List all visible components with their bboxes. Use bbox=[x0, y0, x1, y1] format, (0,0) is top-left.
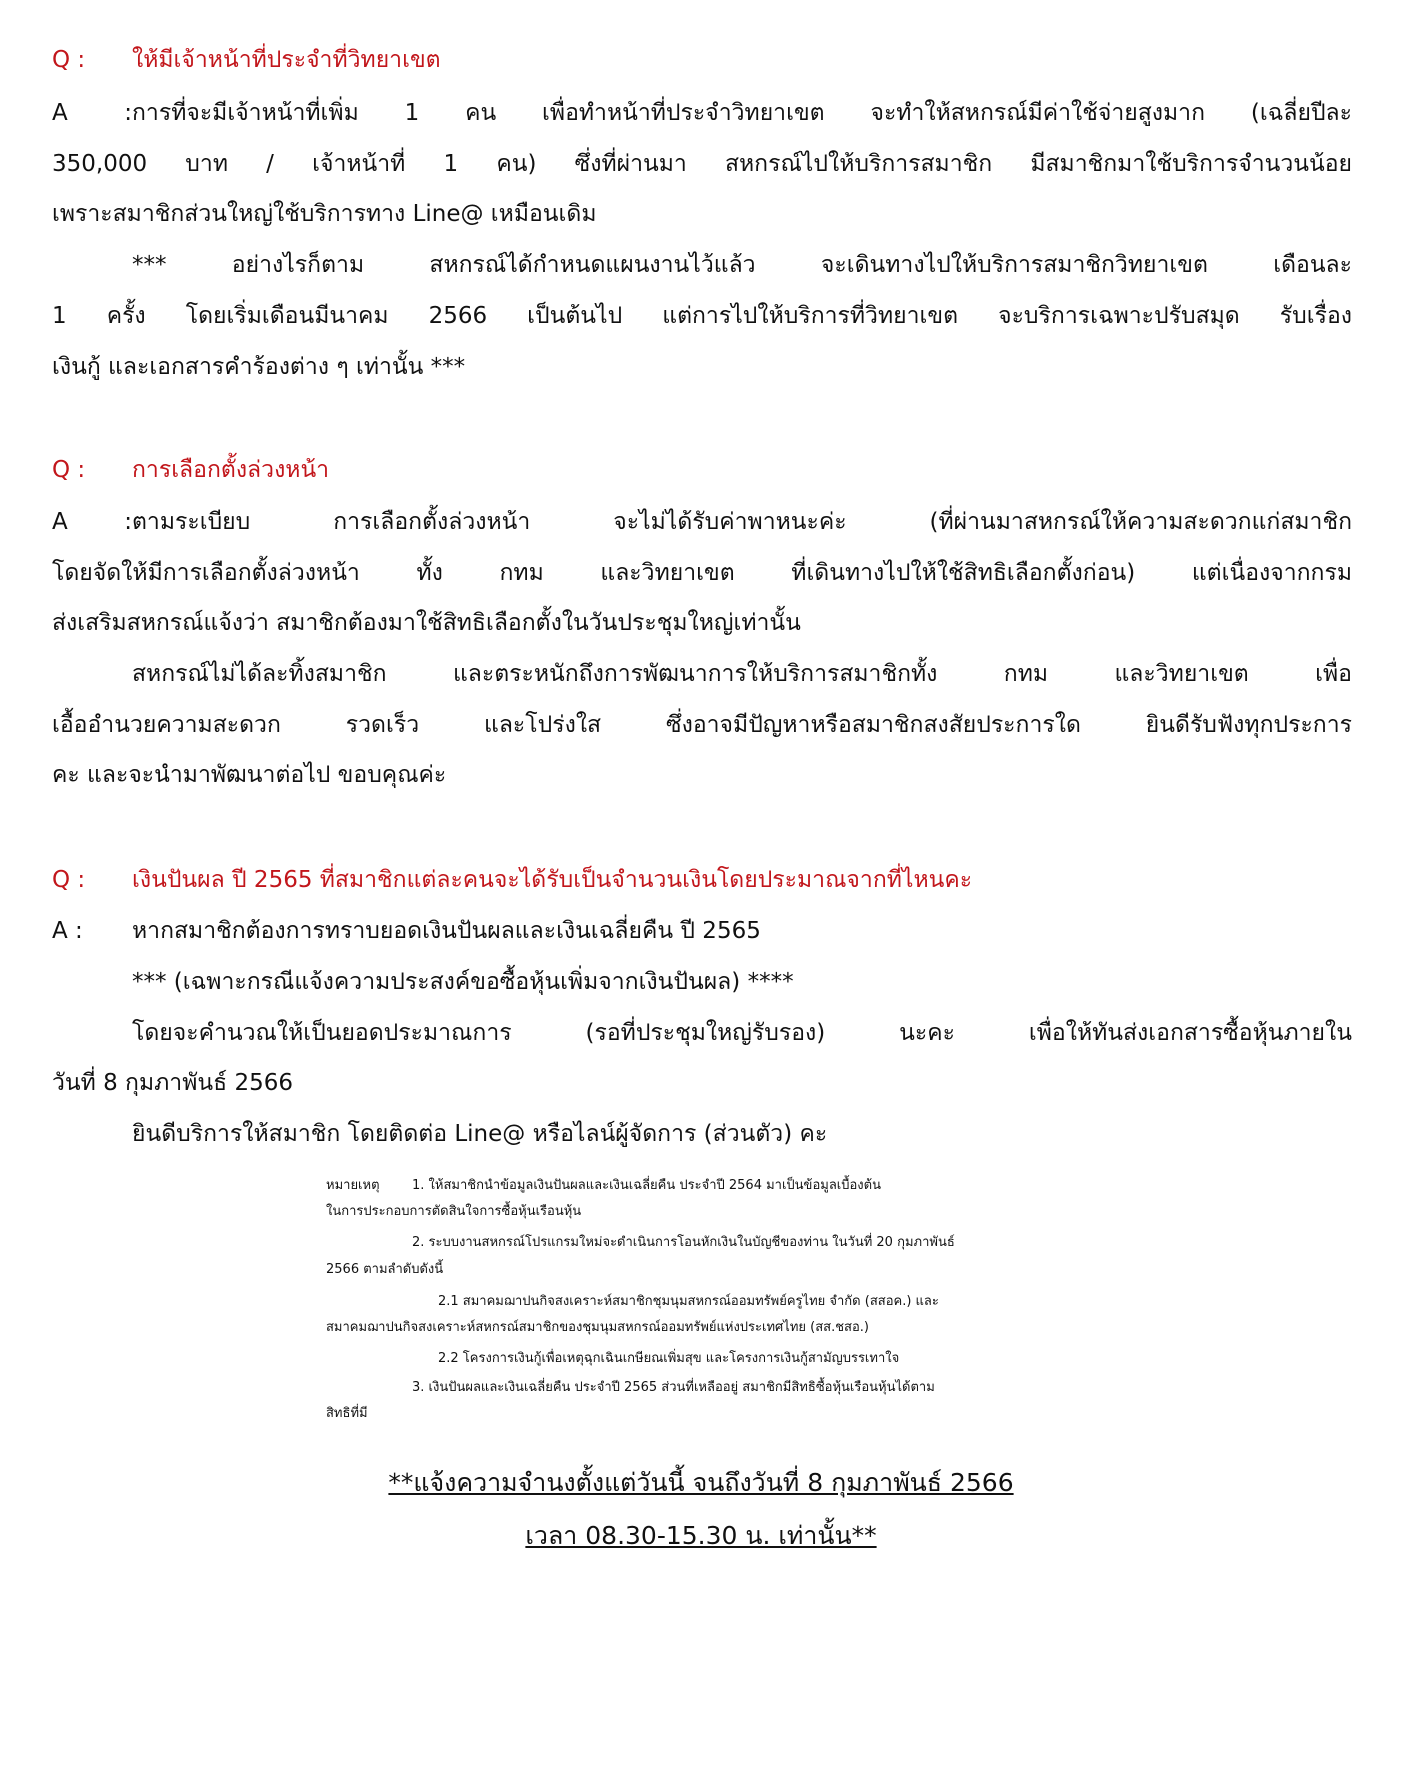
note-line-2: ในการประกอบการตัดสินใจการซื้อหุ้นเรือนหุ้น bbox=[326, 1204, 582, 1219]
note-label: หมายเหตุ bbox=[326, 1178, 380, 1193]
answer-3-text-1: หากสมาชิกต้องการทราบยอดเงินปันผลและเงินเฉลี่ยคืน ปี 2565 bbox=[132, 918, 761, 944]
answer-1-line-4: *** อย่างไรก็ตาม สหกรณ์ได้กำหนดแผนงานไว้แล้ว จะเดินทางไปให้บริการสมาชิกวิทยาเขต เดือนละ bbox=[132, 252, 1352, 278]
note-line-9: สิทธิที่มี bbox=[326, 1406, 368, 1421]
answer-1-line-6: เงินกู้ และเอกสารคำร้องต่าง ๆ เท่านั้น *** bbox=[52, 354, 466, 380]
note-text-1: 1. ให้สมาชิกนำข้อมูลเงินปันผลและเงินเฉลี่ยคืน ประจำปี 2564 มาเป็นข้อมูลเบื้องต้น bbox=[412, 1178, 881, 1193]
answer-3-line-1 bbox=[52, 916, 761, 946]
answer-2-line-5: เอื้ออำนวยความสะดวก รวดเร็ว และโปร่งใส ซึ่งอาจมีปัญหาหรือสมาชิกสงสัยประการใด ยินดีรับฟังทุกประการ bbox=[52, 712, 1352, 738]
question-1-text: ให้มีเจ้าหน้าที่ประจำที่วิทยาเขต bbox=[132, 47, 441, 73]
note-line-3: 2. ระบบงานสหกรณ์โปรแกรมใหม่จะดำเนินการโอนหักเงินในบัญชีของท่าน ในวันที่ 20 กุมภาพันธ์ bbox=[412, 1235, 955, 1250]
question-2-text: การเลือกตั้งล่วงหน้า bbox=[132, 457, 330, 483]
answer-2-line-4: สหกรณ์ไม่ได้ละทิ้งสมาชิก และตระหนักถึงการพัฒนาการให้บริการสมาชิกทั้ง กทม และวิทยาเขต เพื่อ bbox=[132, 661, 1352, 687]
answer-1-line-5: 1 ครั้ง โดยเริ่มเดือนมีนาคม 2566 เป็นต้นไป แต่การไปให้บริการที่วิทยาเขต จะบริการเฉพาะปรับสมุด รับเรื่อง bbox=[52, 303, 1352, 329]
answer-3-label: A : bbox=[52, 918, 83, 944]
question-3-label: Q : bbox=[52, 867, 86, 893]
answer-1-line-2: 350,000 บาท / เจ้าหน้าที่ 1 คน) ซึ่งที่ผ่านมา สหกรณ์ไปให้บริการสมาชิก มีสมาชิกมาใช้บริการจำนวนน้อย bbox=[52, 151, 1352, 177]
answer-2-text-1: ตามระเบียบ การเลือกตั้งล่วงหน้า จะไม่ได้รับค่าพาหนะค่ะ (ที่ผ่านมาสหกรณ์ให้ความสะดวกแก่สมาชิก bbox=[132, 509, 1352, 535]
answer-3-line-4: วันที่ 8 กุมภาพันธ์ 2566 bbox=[52, 1070, 293, 1096]
answer-3-line-3: โดยจะคำนวณให้เป็นยอดประมาณการ (รอที่ประชุมใหญ่รับรอง) นะคะ เพื่อให้ทันส่งเอกสารซื้อหุ้นภายใน bbox=[132, 1020, 1352, 1046]
answer-1-line-3: เพราะสมาชิกส่วนใหญ่ใช้บริการทาง Line@ เหมือนเดิม bbox=[52, 201, 597, 227]
question-3-text: เงินปันผล ปี 2565 ที่สมาชิกแต่ละคนจะได้รับเป็นจำนวนเงินโดยประมาณจากที่ไหนคะ bbox=[132, 867, 973, 893]
answer-2-line-1 bbox=[52, 507, 1352, 537]
note-line-1 bbox=[326, 1176, 881, 1196]
note-line-8: 3. เงินปันผลและเงินเฉลี่ยคืน ประจำปี 2565 ส่วนที่เหลืออยู่ สมาชิกมีสิทธิซื้อหุ้นเรือนหุ้นได้ตาม bbox=[412, 1380, 935, 1395]
note-line-7: 2.2 โครงการเงินกู้เพื่อเหตุฉุกเฉินเกษียณเพิ่มสุข และโครงการเงินกู้สามัญบรรเทาใจ bbox=[438, 1351, 900, 1366]
question-2 bbox=[52, 455, 329, 485]
question-3 bbox=[52, 865, 972, 895]
note-line-6: สมาคมฌาปนกิจสงเคราะห์สหกรณ์สมาชิกของชุมนุมสหกรณ์ออมทรัพย์แห่งประเทศไทย (สส.ชสอ.) bbox=[326, 1320, 869, 1335]
answer-1-text-1: การที่จะมีเจ้าหน้าที่เพิ่ม 1 คน เพื่อทำหน้าที่ประจำวิทยาเขต จะทำให้สหกรณ์มีค่าใช้จ่ายสูงมาก (เฉลี่ยปีละ bbox=[132, 100, 1352, 126]
answer-3-line-5: ยินดีบริการให้สมาชิก โดยติดต่อ Line@ หรือไลน์ผู้จัดการ (ส่วนตัว) คะ bbox=[132, 1121, 828, 1147]
answer-3-line-2: *** (เฉพาะกรณีแจ้งความประสงค์ขอซื้อหุ้นเพิ่มจากเงินปันผล) **** bbox=[132, 969, 794, 995]
question-1-label: Q : bbox=[52, 47, 86, 73]
answer-1-label: A : bbox=[52, 100, 132, 126]
note-line-4: 2566 ตามลำดับดังนี้ bbox=[326, 1262, 444, 1277]
question-1 bbox=[52, 45, 441, 75]
question-2-label: Q : bbox=[52, 457, 86, 483]
answer-2-line-3: ส่งเสริมสหกรณ์แจ้งว่า สมาชิกต้องมาใช้สิทธิเลือกตั้งในวันประชุมใหญ่เท่านั้น bbox=[52, 610, 801, 636]
deadline-line-1: **แจ้งความจำนงตั้งแต่วันนี้ จนถึงวันที่ 8 กุมภาพันธ์ 2566 bbox=[388, 1468, 1014, 1497]
answer-2-label: A : bbox=[52, 509, 132, 535]
deadline-line-2: เวลา 08.30-15.30 น. เท่านั้น** bbox=[525, 1521, 877, 1550]
answer-1-line-1 bbox=[52, 98, 1352, 128]
note-line-5: 2.1 สมาคมฌาปนกิจสงเคราะห์สมาชิกชุมนุมสหกรณ์ออมทรัพย์ครูไทย จำกัด (สสอค.) และ bbox=[438, 1294, 939, 1309]
answer-2-line-6: คะ และจะนำมาพัฒนาต่อไป ขอบคุณค่ะ bbox=[52, 762, 447, 788]
answer-2-line-2: โดยจัดให้มีการเลือกตั้งล่วงหน้า ทั้ง กทม และวิทยาเขต ที่เดินทางไปให้ใช้สิทธิเลือกตั้งก่อน) แต่เนื่องจากกรม bbox=[52, 560, 1352, 586]
